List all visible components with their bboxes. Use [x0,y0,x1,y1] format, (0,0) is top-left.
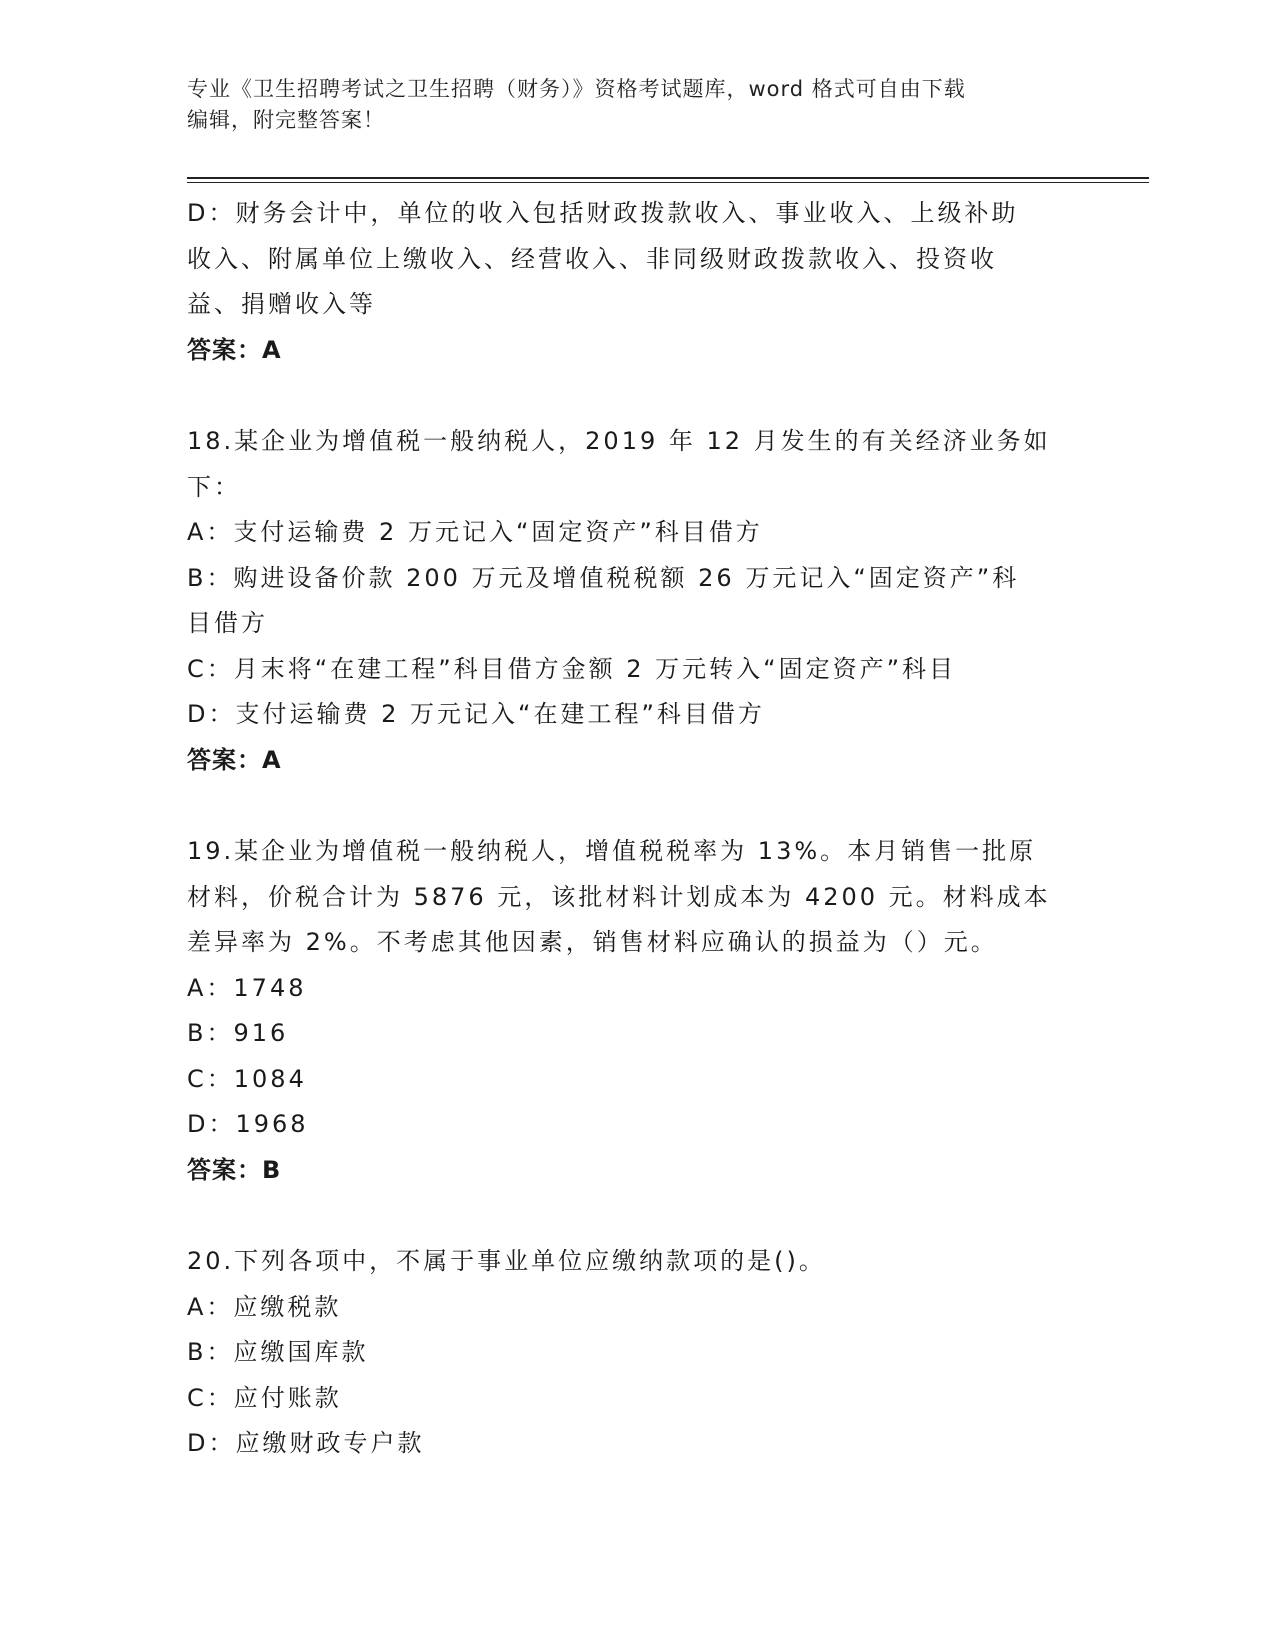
q18-option-b-line-2: 目借方 [187,609,268,637]
q18-stem-line-2: 下： [187,472,241,501]
q19-option-a: A：1748 [187,973,307,1002]
q19-option-c: C：1084 [187,1064,307,1093]
document-header [187,74,1067,136]
q20-option-c: C：应付账款 [187,1383,342,1412]
q18-option-b-line-1: B：购进设备价款 200 万元及增值税税额 26 万元记入“固定资产”科 [187,563,1020,592]
q19-option-d: D：1968 [187,1110,309,1138]
question-20 [187,1239,1067,1467]
q19-answer: 答案：B [187,1155,282,1184]
q17-option-d-line-2: 收入、附属单位上缴收入、经营收入、非同级财政拨款收入、投资收 [187,244,997,273]
q20-option-b: B：应缴国库款 [187,1338,369,1366]
q18-option-a: A：支付运输费 2 万元记入“固定资产”科目借方 [187,518,763,546]
q17-option-d-line-3: 益、捐赠收入等 [187,290,376,318]
question-content [187,191,1067,1467]
q20-option-a: A：应缴税款 [187,1292,342,1321]
q19-stem-line-1: 19.某企业为增值税一般纳税人，增值税税率为 13%。本月销售一批原 [187,837,1037,865]
q18-option-d: D：支付运输费 2 万元记入“在建工程”科目借方 [187,700,765,728]
q19-option-b: B：916 [187,1019,289,1047]
question-19 [187,829,1067,1193]
header-line-2: 编辑，附完整答案！ [187,108,385,132]
q20-stem: 20.下列各项中，不属于事业单位应缴纳款项的是()。 [187,1247,826,1275]
q18-answer: 答案：A [187,745,282,774]
header-line-1: 专业《卫生招聘考试之卫生招聘（财务）》资格考试题库，word 格式可自由下载 [187,77,966,101]
q17-option-d-line-1: D：财务会计中，单位的收入包括财政拨款收入、事业收入、上级补助 [187,199,1019,227]
header-divider-thin [187,182,1149,183]
header-divider-thick [187,177,1149,179]
q19-stem-line-3: 差异率为 2%。不考虑其他因素，销售材料应确认的损益为（）元。 [187,928,998,956]
q20-option-d: D：应缴财政专户款 [187,1429,425,1457]
question-18 [187,419,1067,783]
question-17-tail [187,191,1067,373]
q17-answer: 答案：A [187,335,282,364]
q18-stem-line-1: 18.某企业为增值税一般纳税人，2019 年 12 月发生的有关经济业务如 [187,427,1051,455]
q18-option-c: C：月末将“在建工程”科目借方金额 2 万元转入“固定资产”科目 [187,654,957,683]
q19-stem-line-2: 材料，价税合计为 5876 元，该批材料计划成本为 4200 元。材料成本 [187,882,1051,911]
